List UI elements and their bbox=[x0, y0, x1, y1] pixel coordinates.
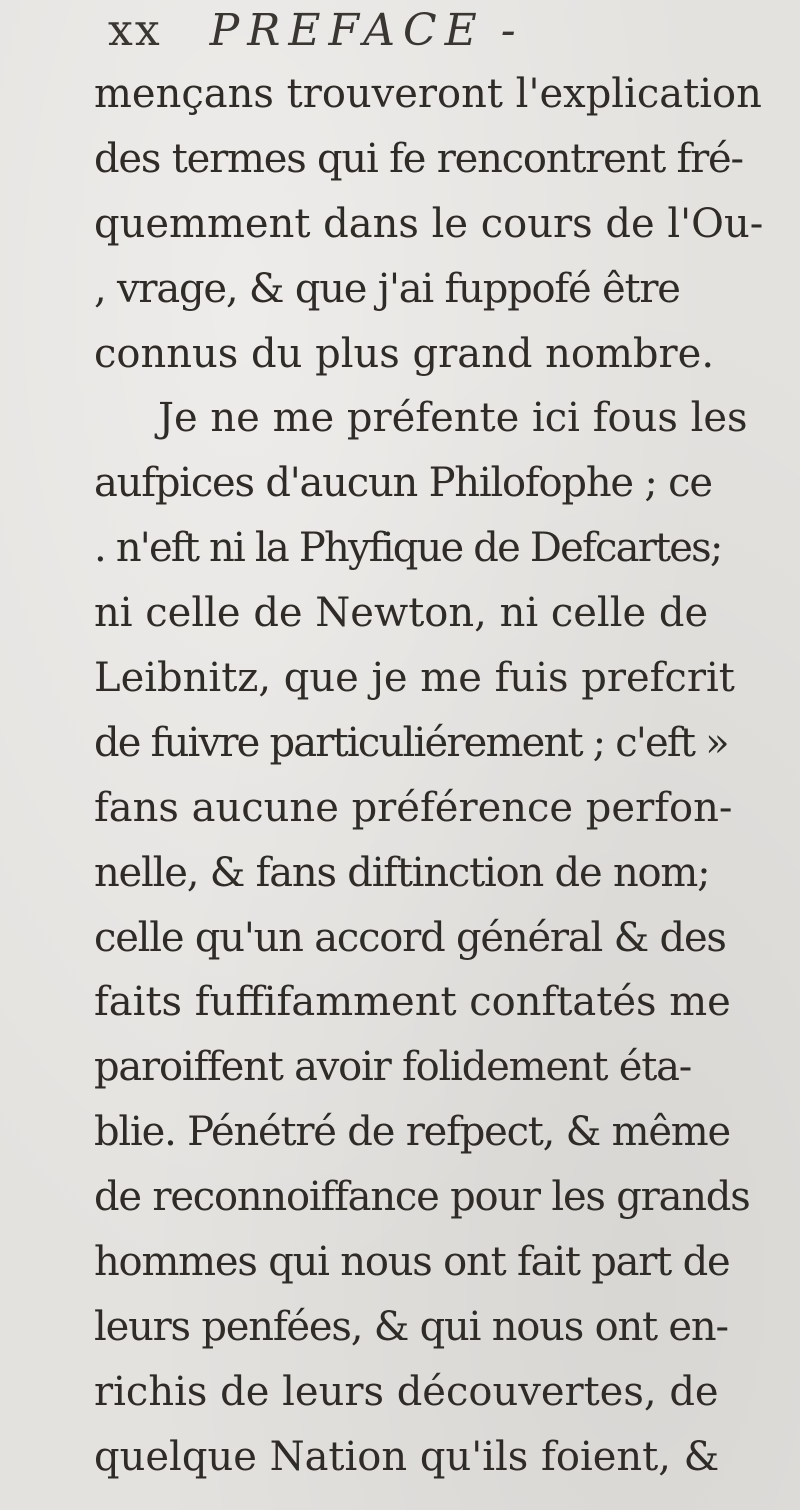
running-title: PREFACE bbox=[209, 5, 485, 56]
text-line: celle qu'un accord général & des bbox=[94, 914, 726, 961]
text-line: aufpices d'aucun Philofophe ; ce bbox=[94, 460, 712, 507]
body-text bbox=[94, 62, 784, 1490]
text-line: , vrage, & que j'ai fuppofé être bbox=[94, 265, 680, 312]
text-line: blie. Pénétré de refpect, & même bbox=[94, 1109, 730, 1156]
text-line: quemment dans le cours de l'Ou- bbox=[94, 200, 764, 247]
running-head-dash: - bbox=[500, 5, 522, 56]
text-line: nelle, & fans diftinction de nom; bbox=[94, 849, 710, 896]
text-line: richis de leurs découvertes, de bbox=[94, 1368, 719, 1415]
text-line: hommes qui nous ont fait part de bbox=[94, 1239, 730, 1286]
text-line: quelque Nation qu'ils foient, & bbox=[94, 1433, 720, 1480]
page-number: xx bbox=[108, 5, 162, 56]
text-line: ni celle de Newton, ni celle de bbox=[94, 590, 709, 637]
text-line: de reconnoiffance pour les grands bbox=[94, 1174, 750, 1221]
text-line: faits fuffifamment conftatés me bbox=[94, 979, 731, 1026]
running-head bbox=[108, 2, 522, 60]
text-line: fans aucune préférence perfon- bbox=[94, 784, 733, 831]
text-line: Je ne me préfente ici fous les bbox=[158, 395, 748, 442]
text-line: paroiffent avoir folidement éta- bbox=[94, 1044, 692, 1091]
text-line: . n'eft ni la Phyfique de Defcartes; bbox=[94, 525, 722, 572]
text-line: Leibnitz, que je me fuis prefcrit bbox=[94, 655, 735, 702]
text-line: connus du plus grand nombre. bbox=[94, 330, 715, 377]
text-line: leurs penfées, & qui nous ont en- bbox=[94, 1303, 728, 1350]
text-line: des termes qui fe rencontrent fré- bbox=[94, 135, 743, 182]
text-line: mençans trouveront l'explication bbox=[94, 71, 762, 117]
text-line: de fuivre particuliérement ; c'eft » bbox=[94, 719, 728, 766]
